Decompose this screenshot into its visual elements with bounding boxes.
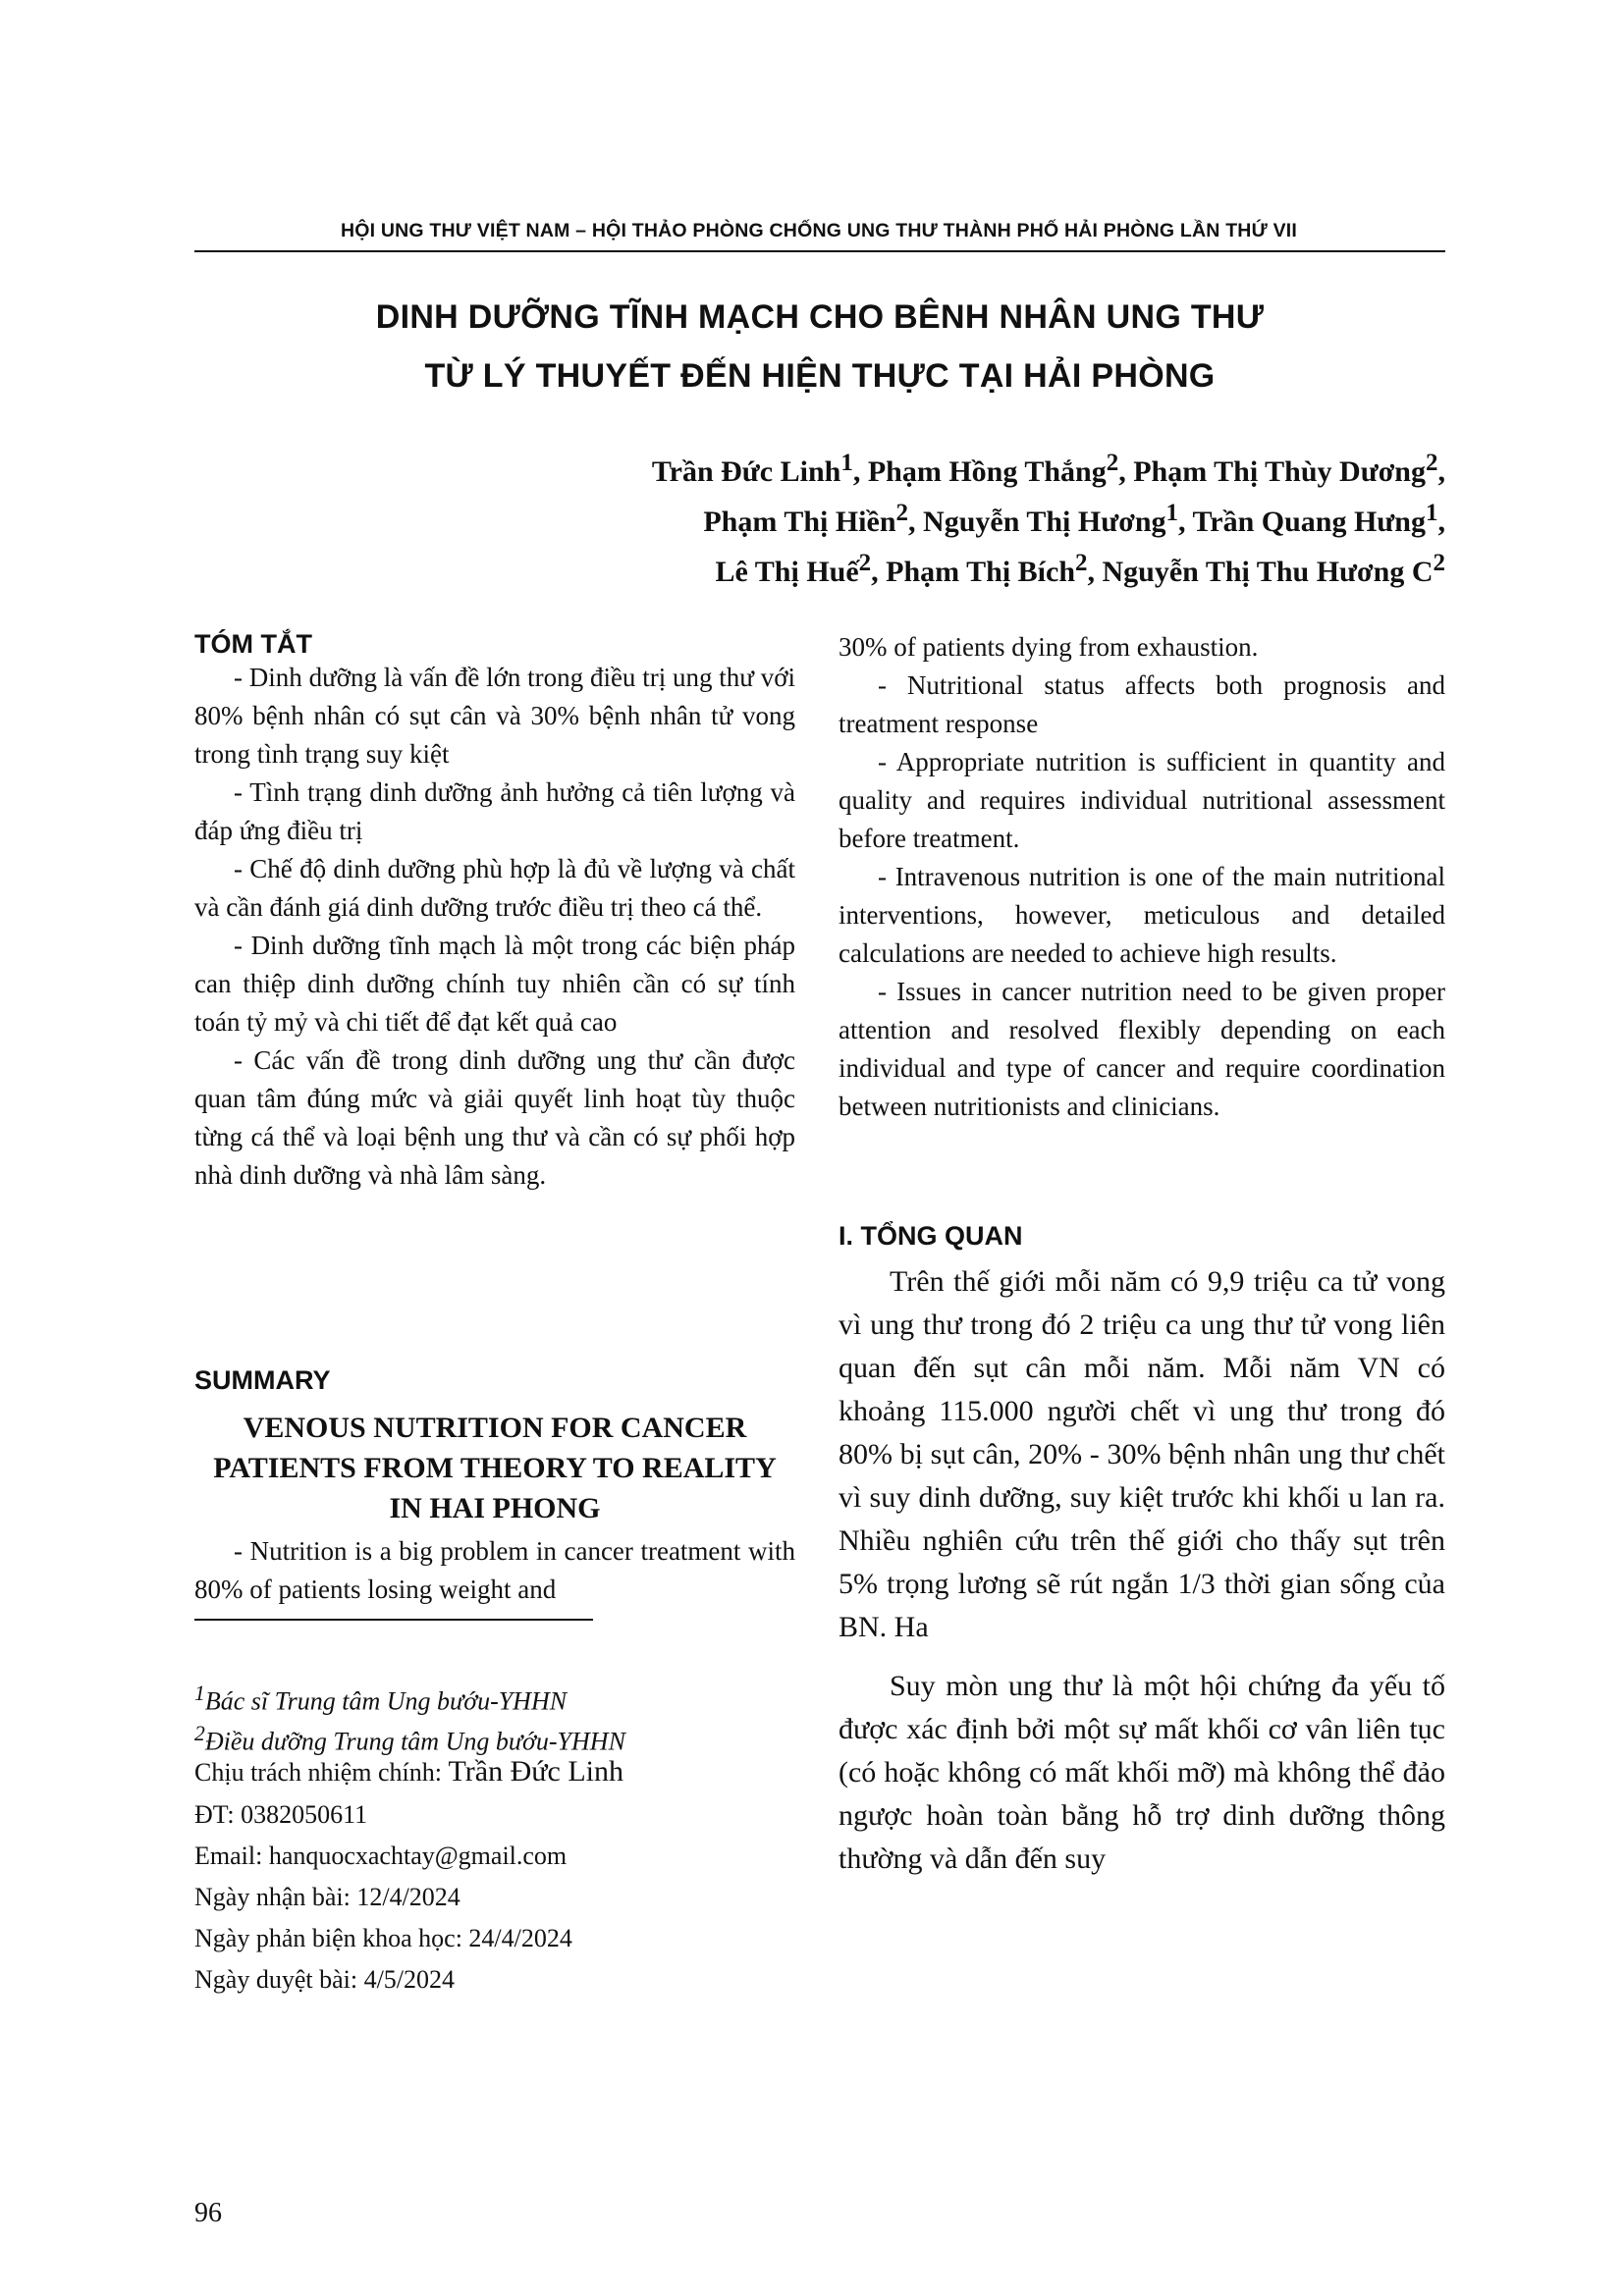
summary-title: VENOUS NUTRITION FOR CANCER PATIENTS FROM THEORY TO REALITY IN HAI PHONG bbox=[213, 1412, 777, 1524]
article-title-line-2: TỪ LÝ THUYẾT ĐẾN HIỆN THỰC TẠI HẢI PHÒNG bbox=[424, 357, 1216, 395]
page-number: 96 bbox=[194, 2198, 222, 2228]
abstract-item: - Tình trạng dinh dưỡng ảnh hưởng cả tiên lượng và đáp ứng điều trị bbox=[194, 777, 795, 845]
date-accepted: Ngày duyệt bài: 4/5/2024 bbox=[194, 1965, 456, 1994]
header-rule bbox=[194, 250, 1445, 252]
summary-item: - Issues in cancer nutrition need to be given proper attention and resolved flexibly depending on each individual and type of cancer and require coordination between nutritionists and clinicians. bbox=[839, 977, 1445, 1121]
summary-item: - Nutrition is a big problem in cancer treatment with 80% of patients losing weight and bbox=[194, 1536, 795, 1604]
email: Email: hanquocxachtay@gmail.com bbox=[194, 1842, 568, 1870]
summary-item: - Appropriate nutrition is sufficient in quantity and quality and requires individual nutritional assessment before treatment. bbox=[839, 747, 1445, 853]
date-reviewed: Ngày phản biện khoa học: 24/4/2024 bbox=[194, 1924, 572, 1952]
date-received: Ngày nhận bài: 12/4/2024 bbox=[194, 1883, 460, 1911]
overview-heading: I. TỔNG QUAN bbox=[839, 1221, 1023, 1251]
author-line-2: Phạm Thị Hiền$^2$, Nguyễn Thị Hương$^1$, Trần Quang Hưng$^1$, bbox=[703, 500, 1445, 538]
affiliation-2: $^2$Điều dưỡng Trung tâm Ung bướu-YHHN bbox=[194, 1722, 625, 1756]
abstract-item: - Dinh dưỡng là vấn đề lớn trong điều trị ung thư với 80% bệnh nhân có sụt cân và 30% bệnh nhân tử vong trong tình trạng suy kiệt bbox=[194, 663, 795, 769]
abstract-item: - Dinh dưỡng tĩnh mạch là một trong các biện pháp can thiệp dinh dưỡng chính tuy nhiên cần có sự tính toán tỷ mỷ và chi tiết để đạt kết quả cao bbox=[194, 931, 795, 1037]
responsible-author: Chịu trách nhiệm chính: Trần Đức Linh bbox=[194, 1755, 623, 1788]
phone: ĐT: 0382050611 bbox=[194, 1800, 368, 1829]
author-line-3: Lê Thị Huế$^2$, Phạm Thị Bích$^2$, Nguyễn Thị Thu Hương $C^2$ bbox=[715, 550, 1445, 588]
affiliation-1: $^1$Bác sĩ Trung tâm Ung bướu-YHHN bbox=[194, 1682, 568, 1716]
abstract-heading: TÓM TẮT bbox=[194, 629, 312, 659]
summary-body bbox=[839, 628, 1445, 1126]
summary-heading: SUMMARY bbox=[194, 1365, 331, 1395]
summary-continuation: 30% of patients dying from exhaustion. bbox=[839, 632, 1259, 662]
summary-item: - Nutritional status affects both prognosis and treatment response bbox=[839, 670, 1445, 738]
overview-body bbox=[839, 1260, 1445, 1881]
article-title-line-1: DINH DƯỠNG TĨNH MẠCH CHO BÊNH NHÂN UNG THƯ bbox=[375, 298, 1265, 336]
overview-paragraph: Trên thế giới mỗi năm có 9,9 triệu ca tử vong vì ung thư trong đó 2 triệu ca ung thư tử vong liên quan đến sụt cân mỗi năm. Mỗi năm VN có khoảng 115.000 người chết vì ung thư trong đó 80% bị sụt cân, 20% - 30% bệnh nhân ung thư chết vì suy dinh dưỡng, suy kiệt trước khi khối u lan ra. Nhiều nghiên cứu trên thế giới cho thấy sụt trên 5% trọng lương sẽ rút ngắn 1/3 thời gian sống của BN. Ha bbox=[839, 1265, 1445, 1643]
running-header: HỘI UNG THƯ VIỆT NAM – HỘI THẢO PHÒNG CHỐNG UNG THƯ THÀNH PHỐ HẢI PHÒNG LẦN THỨ VII bbox=[340, 220, 1298, 241]
author-line-1: Trần Đức Linh$^1$, Phạm Hồng Thắng$^2$, Phạm Thị Thùy Dương$^2$, bbox=[651, 450, 1445, 488]
summary-item: - Intravenous nutrition is one of the main nutritional interventions, however, meticulous and detailed calculations are needed to achieve high results. bbox=[839, 862, 1445, 968]
abstract-body bbox=[194, 659, 795, 1195]
abstract-item: - Chế độ dinh dưỡng phù hợp là đủ về lượng và chất và cần đánh giá dinh dưỡng trước điều trị theo cá thể. bbox=[194, 854, 795, 922]
overview-paragraph: Suy mòn ung thư là một hội chứng đa yếu tố được xác định bởi một sự mất khối cơ vân liên tục (có hoặc không có mất khối mỡ) mà không thể đảo ngược hoàn toàn bằng hỗ trợ dinh dưỡng thông thường và dẫn đến suy bbox=[839, 1670, 1445, 1875]
abstract-item: - Các vấn đề trong dinh dưỡng ung thư cần được quan tâm đúng mức và giải quyết linh hoạt tùy thuộc từng cá thể và loại bệnh ung thư và cần có sự phối hợp nhà dinh dưỡng và nhà lâm sàng. bbox=[194, 1045, 795, 1190]
summary-first-item bbox=[194, 1532, 795, 1609]
footnote-rule bbox=[194, 1619, 593, 1621]
